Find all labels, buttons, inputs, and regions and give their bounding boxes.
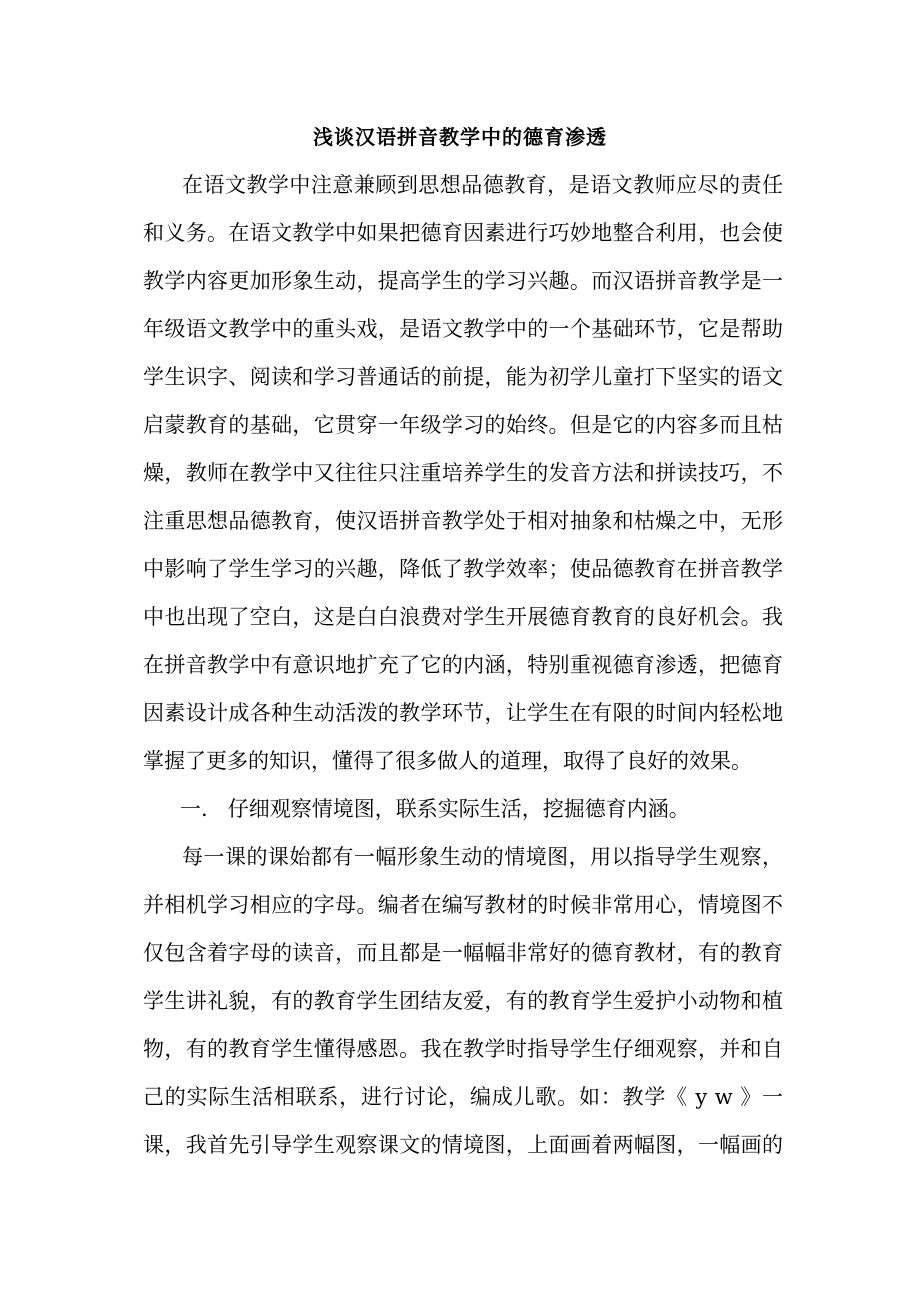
paragraph-line: 和义务。在语文教学中如果把德育因素进行巧妙地整合利用，也会使 bbox=[143, 221, 783, 245]
paragraph-line: 课，我首先引导学生观察课文的情境图，上面画着两幅图，一幅画的 bbox=[143, 1133, 783, 1157]
paragraph-line: 年级语文教学中的重头戏，是语文教学中的一个基础环节，它是帮助 bbox=[143, 317, 783, 341]
paragraph-line: 在语文教学中注意兼顾到思想品德教育，是语文教师应尽的责任 bbox=[182, 173, 783, 197]
paragraph-line: 物，有的教育学生懂得感恩。我在教学时指导学生仔细观察，并和自 bbox=[143, 1037, 783, 1061]
paragraph-line: 燥，教师在教学中又往往只注重培养学生的发音方法和拼读技巧，不 bbox=[143, 461, 783, 485]
section-heading: 一. 仔细观察情境图，联系实际生活，挖掘德育内涵。 bbox=[180, 797, 690, 821]
paragraph-line: 己的实际生活相联系，进行讨论，编成儿歌。如：教学《 y w 》一 bbox=[143, 1085, 783, 1109]
document-title: 浅谈汉语拼音教学中的德育渗透 bbox=[313, 125, 607, 149]
paragraph-line: 因素设计成各种生动活泼的教学环节，让学生在有限的时间内轻松地 bbox=[143, 701, 783, 725]
paragraph-line: 仅包含着字母的读音，而且都是一幅幅非常好的德育教材，有的教育 bbox=[143, 941, 783, 965]
paragraph-line: 中也出现了空白，这是白白浪费对学生开展德育教育的良好机会。我 bbox=[143, 605, 783, 629]
paragraph-line: 在拼音教学中有意识地扩充了它的内涵，特别重视德育渗透，把德育 bbox=[143, 653, 783, 677]
paragraph-line: 掌握了更多的知识，懂得了很多做人的道理，取得了良好的效果。 bbox=[143, 749, 752, 773]
paragraph-line: 注重思想品德教育，使汉语拼音教学处于相对抽象和枯燥之中，无形 bbox=[143, 509, 783, 533]
paragraph-line: 中影响了学生学习的兴趣，降低了教学效率；使品德教育在拼音教学 bbox=[143, 557, 783, 581]
paragraph-line: 学生识字、阅读和学习普通话的前提，能为初学儿童打下坚实的语文 bbox=[143, 365, 783, 389]
paragraph-line: 学生讲礼貌，有的教育学生团结友爱，有的教育学生爱护小动物和植 bbox=[143, 989, 783, 1013]
paragraph-line: 启蒙教育的基础，它贯穿一年级学习的始终。但是它的内容多而且枯 bbox=[143, 413, 783, 437]
paragraph-line: 并相机学习相应的字母。编者在编写教材的时候非常用心，情境图不 bbox=[143, 893, 783, 917]
paragraph-line: 教学内容更加形象生动，提高学生的学习兴趣。而汉语拼音教学是一 bbox=[143, 269, 783, 293]
paragraph-line: 每一课的课始都有一幅形象生动的情境图，用以指导学生观察， bbox=[182, 845, 783, 869]
